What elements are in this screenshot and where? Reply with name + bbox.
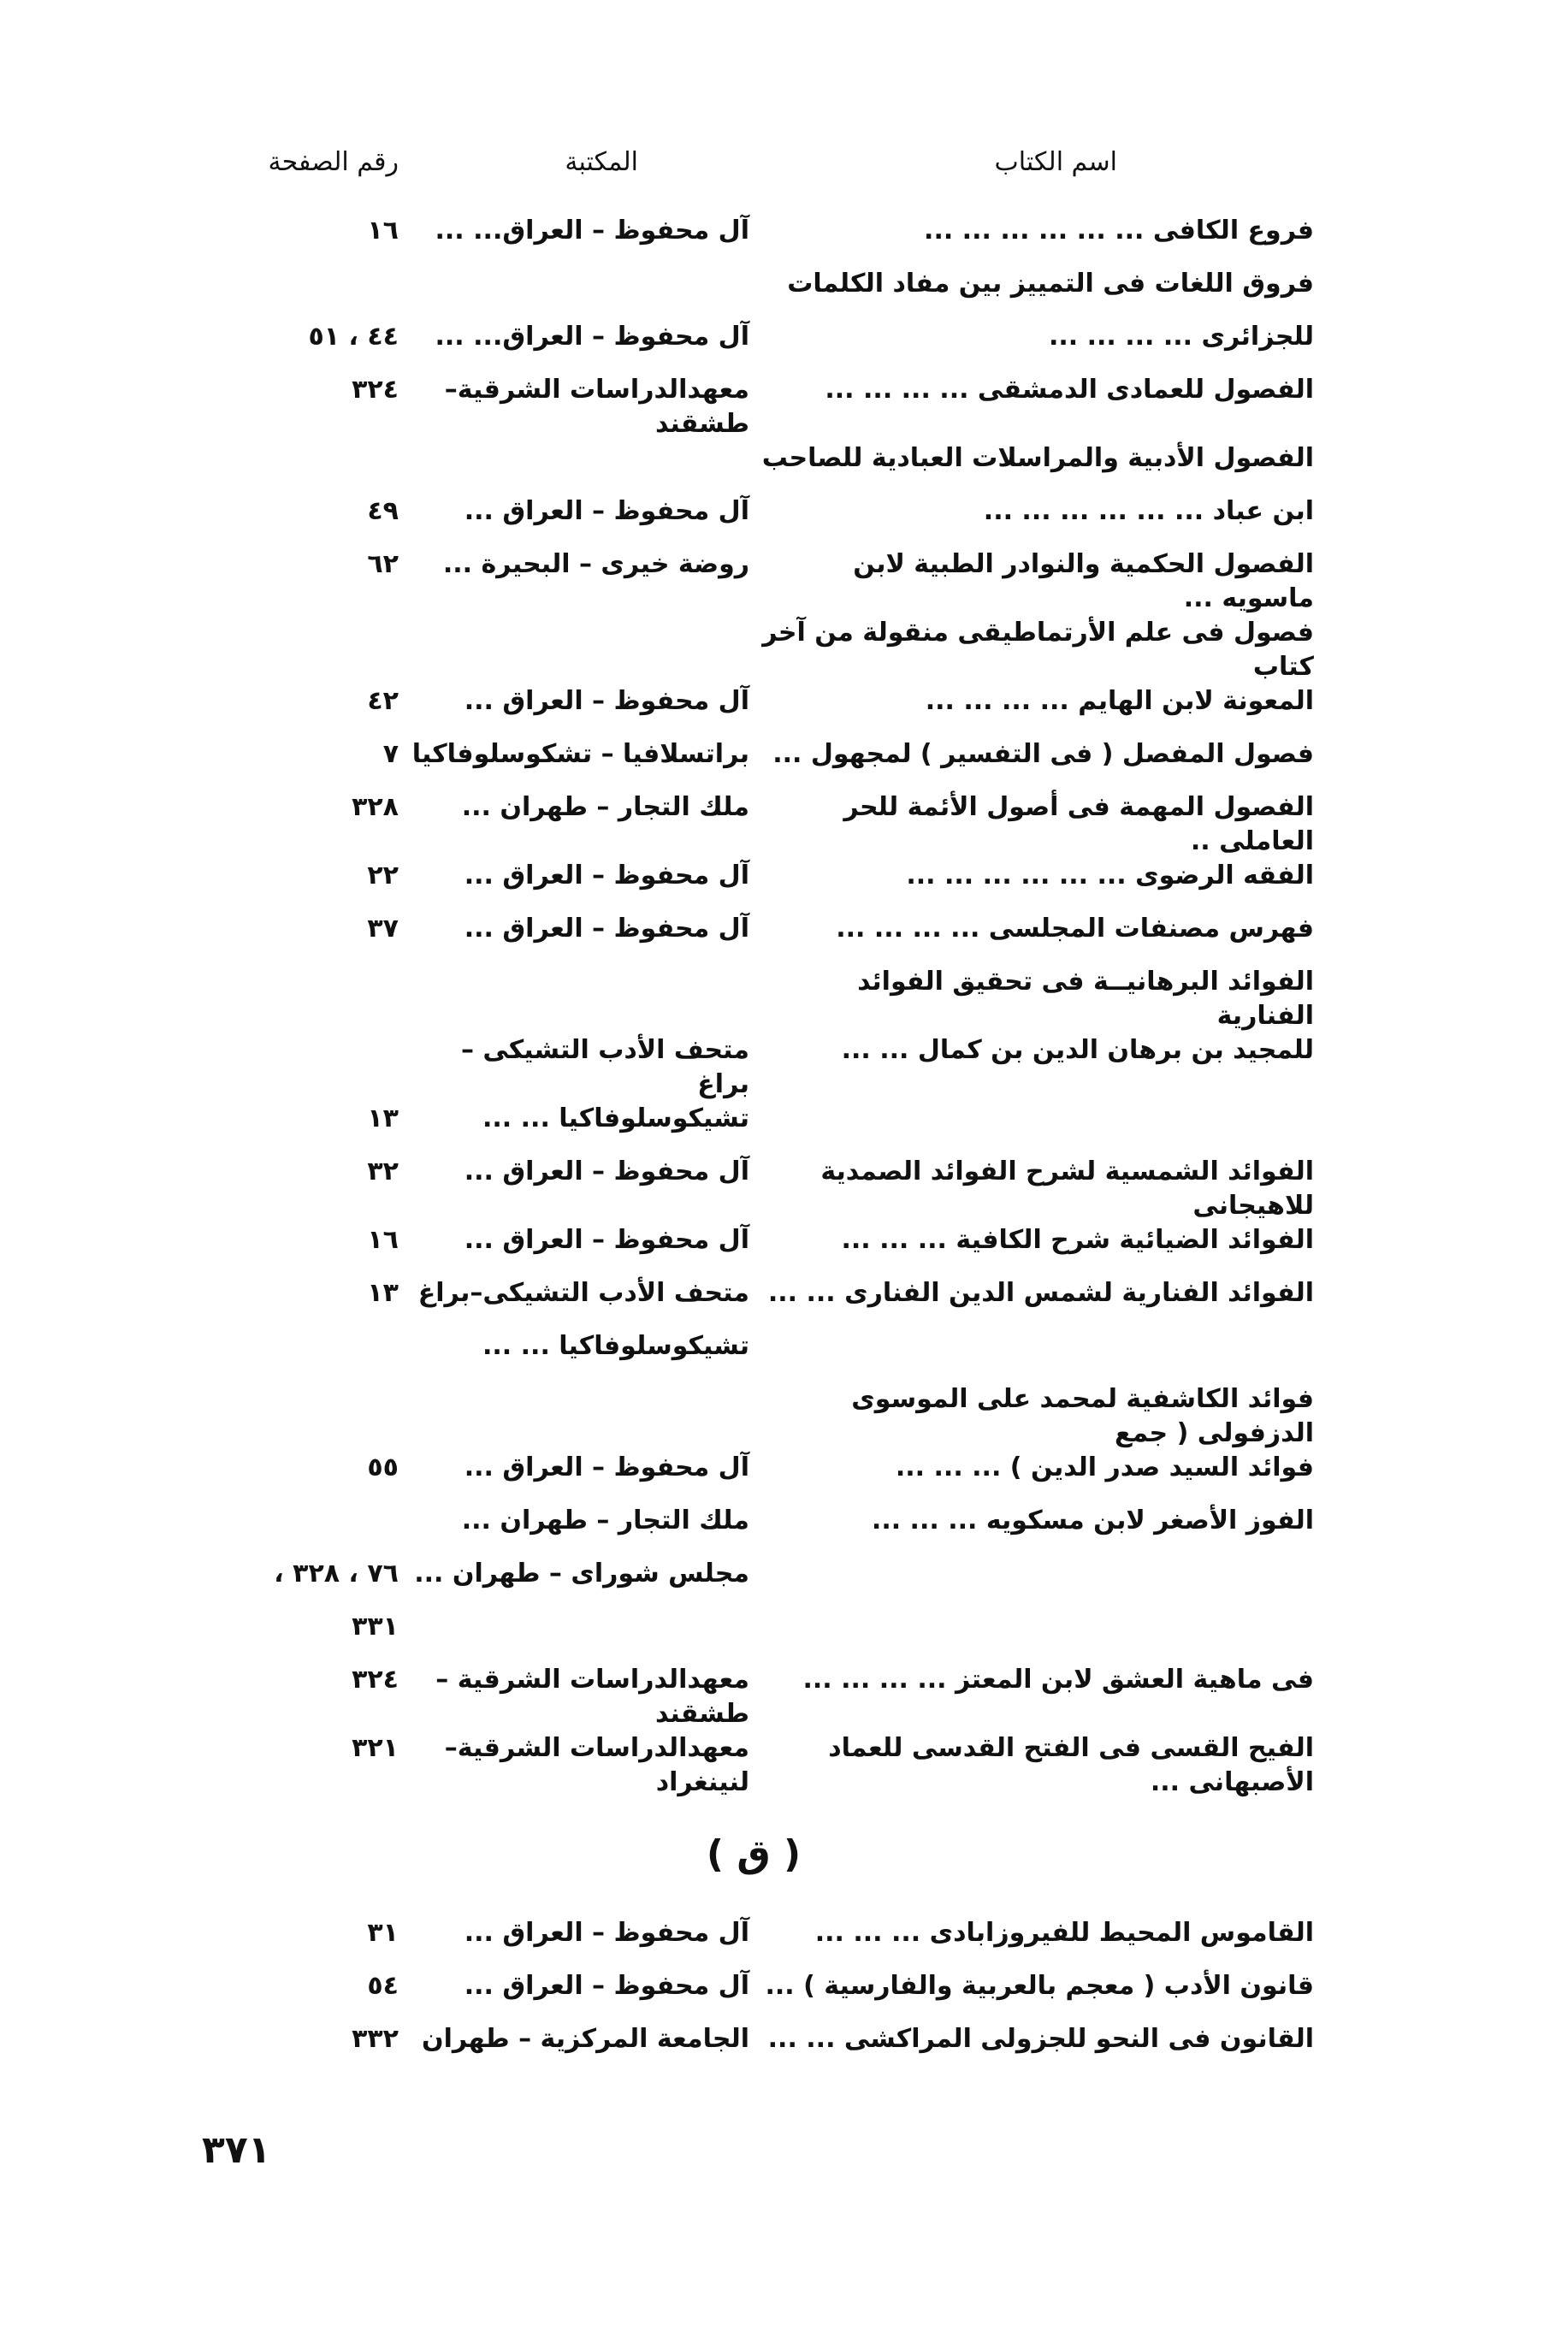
library-name: آل محفوظ – العراق ... [464,1452,749,1482]
library-name: الجامعة المركزية – طهران [422,2024,749,2054]
page-ref: ٤٤ ، ٥١ [308,322,399,352]
index-row [193,214,1314,267]
page-ref: ٤٩ [367,496,399,526]
column-header-page-number: رقم الصفحة [268,147,399,177]
library-name: آل محفوظ – العراق ... [464,1971,749,2001]
book-title: الفوائد الفنارية لشمس الدين الفنارى ... ... [767,1278,1314,1308]
book-title: ابن عباد ... ... ... ... ... ... [983,496,1314,526]
library-name: آل محفوظ – العراق ... [464,861,749,890]
index-row [193,1663,1314,1731]
page-ref: ٣٢٨ [352,792,399,822]
column-headers [193,145,1314,214]
page-ref: ١٦ [367,216,399,246]
library-name: آل محفوظ – العراق... ... [435,322,749,352]
library-name: متحف الأدب التشيكى–براغ [417,1278,749,1308]
index-row [193,1276,1314,1329]
page-ref: ٣٢٤ [352,1665,399,1695]
index-row [193,737,1314,790]
library-name: ملك التجار – طهران ... [461,1506,749,1535]
book-title: الفيح القسى فى الفتح القدسى للعماد الأصبهانى ... [828,1733,1314,1797]
library-name: متحف الأدب التشيكى – براغ [460,1035,749,1099]
page-ref: ٤٢ [367,686,399,716]
book-title: الفصول المهمة فى أصول الأئمة للحر العاملى .. [843,792,1314,856]
library-name: معهدالدراسات الشرقية–طشقند [444,375,749,439]
page-ref: ١٣ [367,1278,399,1308]
book-title: فوائد السيد صدر الدين ) ... ... ... [895,1452,1314,1482]
index-entries [193,214,1314,1800]
book-title: الفصول الحكمية والنوادر الطبية لابن ماسويه ... [853,549,1314,613]
index-row [193,1223,1314,1276]
index-row [193,1504,1314,1557]
book-title: القانون فى النحو للجزولى المراكشى ... ... [767,2024,1314,2054]
index-row [193,1329,1314,1382]
library-name: آل محفوظ – العراق ... [464,496,749,526]
page-ref: ٢٢ [367,861,399,890]
index-row [193,1382,1314,1451]
book-title: فصول المفصل ( فى التفسير ) لمجهول ... [772,739,1314,769]
library-name: آل محفوظ – العراق ... [464,914,749,944]
book-title: للجزائرى ... ... ... ... [1048,322,1314,352]
index-row [193,1557,1314,1610]
index-row [193,616,1314,684]
book-title: فوائد الكاشفية لمحمد على الموسوى الدزفولى ( جمع [851,1384,1314,1448]
book-title: للمجيد بن برهان الدين بن كمال ... ... [841,1035,1314,1065]
book-title: القاموس المحيط للفيروزابادى ... ... ... [814,1918,1314,1948]
column-header-book-name: اسم الكتاب [994,147,1117,177]
page-ref: ٣٢١ [352,1733,399,1763]
index-page [193,145,1314,2174]
book-title: الفقه الرضوى ... ... ... ... ... ... [906,861,1314,890]
book-title: المعونة لابن الهايم ... ... ... ... [925,686,1314,716]
library-name: معهدالدراسات الشرقية–لنينغراد [444,1733,749,1797]
page-ref: ١٣ [367,1103,399,1133]
index-row [193,267,1314,320]
library-name: معهدالدراسات الشرقية – طشقند [435,1665,749,1729]
index-row [193,912,1314,965]
index-row [193,965,1314,1033]
book-title: الفوز الأصغر لابن مسكويه ... ... ... [871,1506,1314,1535]
index-row [193,1916,1314,1969]
index-row [193,494,1314,547]
page-ref: ٣٣٢ [352,2024,399,2054]
column-header-library: المكتبة [565,147,638,177]
book-title: فصول فى علم الأرتماطيقى منقولة من آخر كتاب [762,618,1314,682]
index-row [193,790,1314,859]
book-title: الفوائد البرهانيــة فى تحقيق الفوائد الفنارية [857,967,1314,1031]
index-row [193,1033,1314,1102]
book-title: الفوائد الضيائية شرح الكافية ... ... ... [841,1225,1314,1255]
library-name: روضة خيرى – البحيرة ... [442,549,749,579]
page-ref: ٣٣١ [352,1612,399,1642]
page-number: ٣٧١ [202,2128,271,2172]
book-title: فهرس مصنفات المجلسى ... ... ... ... [836,914,1314,944]
index-entries-qaf [193,1916,1314,2075]
book-title: فى ماهية العشق لابن المعتز ... ... ... ... [802,1665,1314,1695]
page-ref: ١٦ [367,1225,399,1255]
page-ref: ٧ [382,739,399,769]
section-heading: ( ق ) [706,1832,802,1876]
library-name: مجلس شوراى – طهران ... [414,1559,749,1589]
book-title: الفوائد الشمسية لشرح الفوائد الصمدية للاهيجانى [820,1157,1314,1221]
page-ref: ٥٤ [367,1971,399,2001]
index-row [193,1969,1314,2022]
index-row [193,859,1314,912]
page-ref: ٣٢٤ [352,375,399,405]
book-title: قانون الأدب ( معجم بالعربية والفارسية ) ... [765,1971,1314,2001]
index-row [193,1155,1314,1223]
index-row [193,1102,1314,1155]
index-row [193,441,1314,494]
book-title: الفصول الأدبية والمراسلات العبادية للصاحب [761,443,1314,473]
page-ref: ٣٢ [367,1157,399,1186]
index-row [193,320,1314,373]
library-name: تشيكوسلوفاكيا ... ... [482,1103,749,1133]
page-ref: ٣١ [367,1918,399,1948]
page-ref: ٧٦ ، ٣٢٨ ، [274,1559,399,1589]
index-row [193,684,1314,737]
book-title: فروع الكافى ... ... ... ... ... ... [924,216,1314,246]
index-row [193,2022,1314,2075]
library-name: آل محفوظ – العراق ... [464,1157,749,1186]
index-row [193,1731,1314,1800]
library-name: آل محفوظ – العراق... ... [435,216,749,246]
library-name: ملك التجار – طهران ... [461,792,749,822]
index-row [193,1451,1314,1504]
library-name: آل محفوظ – العراق ... [464,1225,749,1255]
index-row [193,1610,1314,1663]
index-row [193,373,1314,441]
library-name: تشيكوسلوفاكيا ... ... [482,1331,749,1361]
page-ref: ٦٢ [367,549,399,579]
library-name: آل محفوظ – العراق ... [464,1918,749,1948]
book-title: فروق اللغات فى التمييز بين مفاد الكلمات [787,269,1314,299]
book-title: الفصول للعمادى الدمشقى ... ... ... ... [825,375,1314,405]
page-ref: ٣٧ [367,914,399,944]
library-name: آل محفوظ – العراق ... [464,686,749,716]
library-name: براتسلافيا – تشكوسلوفاكيا [411,739,749,769]
page-ref: ٥٥ [367,1452,399,1482]
index-row [193,547,1314,616]
